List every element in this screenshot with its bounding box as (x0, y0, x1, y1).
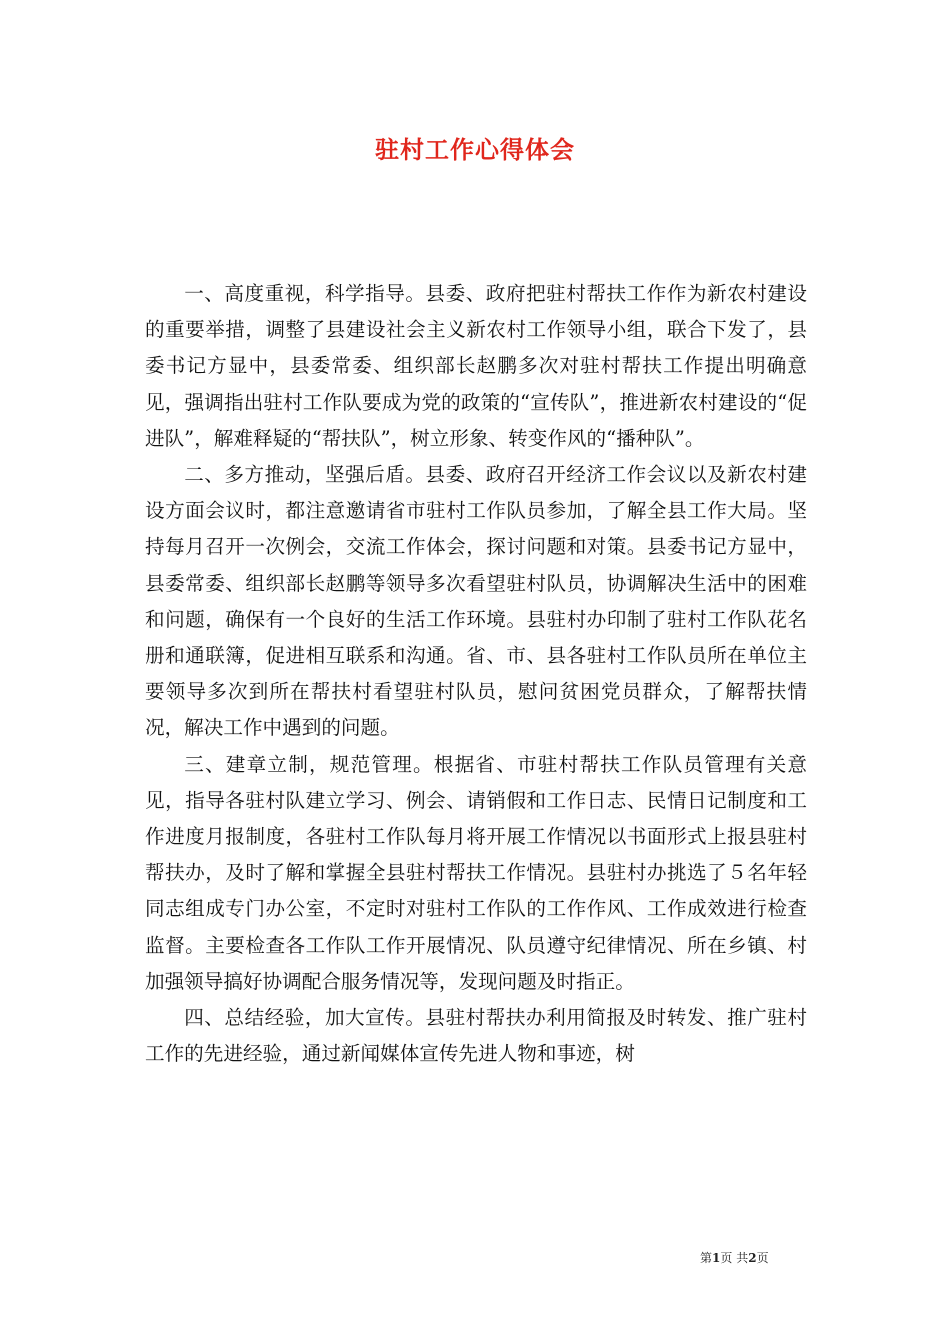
footer-prefix: 第 (700, 1251, 713, 1265)
footer-suffix: 页 (756, 1251, 769, 1265)
page-number-footer (700, 1249, 820, 1266)
footer-middle: 页 共 (720, 1251, 749, 1265)
document-title: 驻村工作心得体会 (375, 135, 575, 164)
paragraph-1: 一、高度重视，科学指导。县委、政府把驻村帮扶工作作为新农村建设的重要举措，调整了县建设社会主义新农村工作领导小组，联合下发了，县委书记方显中，县委常委、组织部长赵鹏多次对驻村帮扶工作提出明确意见，强调指出驻村工作队要成为党的政策的“宣传队”，推进新农村建设的“促进队”，解难释疑的“帮扶队”，树立形象、转变作风的“播种队”。 (145, 282, 807, 450)
current-page-number: 1 (712, 1251, 721, 1265)
total-pages-number: 2 (748, 1251, 757, 1265)
paragraph-3: 三、建章立制，规范管理。根据省、市驻村帮扶工作队员管理有关意见，指导各驻村队建立学习、例会、请销假和工作日志、民情日记制度和工作进度月报制度，各驻村工作队每月将开展工作情况以书面形式上报县驻村帮扶办，及时了解和掌握全县驻村帮扶工作情况。县驻村办挑选了５名年轻同志组成专门办公室，不定时对驻村工作队的工作作风、工作成效进行检查监督。主要检查各工作队工作开展情况、队员遵守纪律情况、所在乡镇、村加强领导搞好协调配合服务情况等，发现问题及时指正。 (145, 752, 807, 993)
document-body (145, 276, 807, 1072)
paragraph-4: 四、总结经验，加大宣传。县驻村帮扶办利用简报及时转发、推广驻村工作的先进经验，通过新闻媒体宣传先进人物和事迹，树 (145, 1006, 807, 1066)
paragraph-2: 二、多方推动，坚强后盾。县委、政府召开经济工作会议以及新农村建设方面会议时，都注意邀请省市驻村工作队员参加，了解全县工作大局。坚持每月召开一次例会，交流工作体会，探讨问题和对策。县委书记方显中，县委常委、组织部长赵鹏等领导多次看望驻村队员，协调解决生活中的困难和问题，确保有一个良好的生活工作环境。县驻村办印制了驻村工作队花名册和通联簿，促进相互联系和沟通。省、市、县各驻村工作队员所在单位主要领导多次到所在帮扶村看望驻村队员，慰问贫困党员群众，了解帮扶情况，解决工作中遇到的问题。 (145, 463, 807, 740)
